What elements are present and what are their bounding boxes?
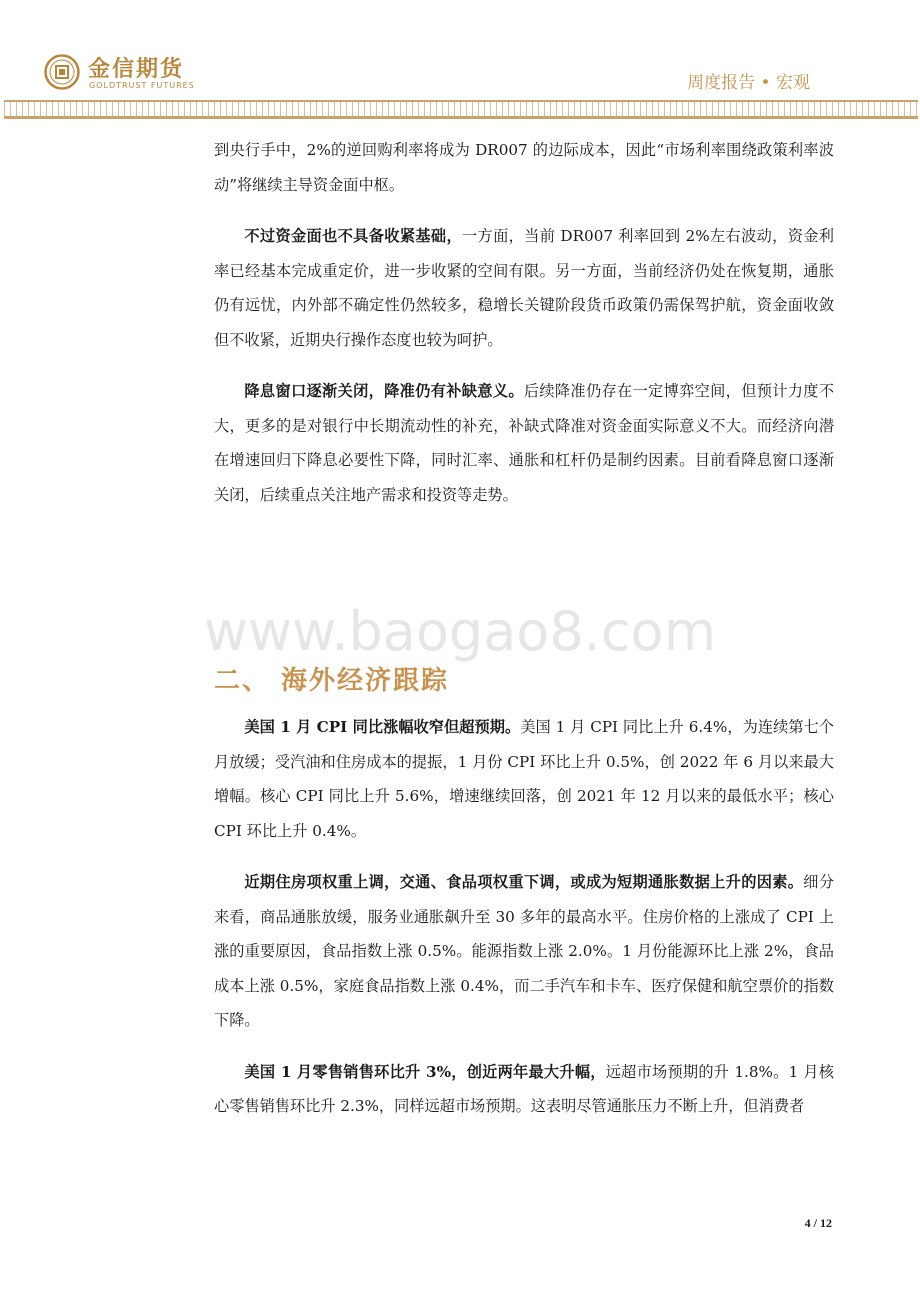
paragraph-lead: 近期住房项权重上调，交通、食品项权重下调，或成为短期通胀数据上升的因素。 — [244, 873, 804, 891]
brand-name: 金信期货 — [88, 57, 185, 82]
paragraph-text: 美国 1 月 CPI 同比上升 6.4%，为连续第七个月放缓；受汽油和住房成本的提振，1 月份 CPI 环比上升 0.5%，创 2022 年 6 月以来最大增幅。核心 CPI 同比上升 5.6%，增速继续回落，创 2021 年 12 月以来的最低水平；核心 CPI 环比上升 0.4%。 — [214, 718, 834, 840]
paragraph-lead: 美国 1 月零售销售环比升 3%，创近两年最大升幅， — [244, 1062, 606, 1081]
section-heading: 二、 海外经济跟踪 — [214, 666, 450, 696]
paragraph: 到央行手中，2%的逆回购利率将成为 DR007 的边际成本，因此“市场利率围绕政策利率波动”将继续主导资金面中枢。 — [214, 141, 834, 194]
paragraph-text: 后续降准仍存在一定博弈空间，但预计力度不大，更多的是对银行中长期流动性的补充，补缺式降准对资金面实际意义不大。而经济向潜在增速回归下降息必要性下降，同时汇率、通胀和杠杆仍是制约因素。目前看降息窗口逐渐关闭，后续重点关注地产需求和投资等走势。 — [214, 382, 835, 504]
brand-name-en: GOLDTRUST FUTURES — [89, 81, 195, 90]
body-section-1 — [214, 133, 834, 512]
paragraph-text: 细分来看，商品通胀放缓，服务业通胀飙升至 30 多年的最高水平。住房价格的上涨成了 CPI 上涨的重要原因，食品指数上涨 0.5%。能源指数上涨 2.0%。1 月份能源环比上涨 2%，食品成本上涨 0.5%，家庭食品指数上涨 0.4%，而二手汽车和卡车、医疗保健和航空票价的指数下降。 — [214, 873, 835, 1029]
paragraph — [214, 374, 834, 512]
page-number: 4 / 12 — [804, 1216, 832, 1230]
paragraph-text: 远超市场预期的升 1.8%。1 月核心零售销售环比升 2.3%，同样远超市场预期。这表明尽管通胀压力不断上升，但消费者 — [214, 1062, 834, 1115]
paragraph-lead: 降息窗口逐渐关闭，降准仍有补缺意义。 — [244, 382, 524, 400]
paragraph — [214, 1055, 834, 1124]
watermark: www.baogao8.com — [203, 600, 717, 663]
paragraph — [214, 865, 834, 1038]
paragraph-lead: 不过资金面也不具备收紧基础， — [244, 227, 462, 245]
coin-logo-icon — [44, 54, 80, 90]
report-type: 周度报告 • 宏观 — [687, 73, 810, 93]
paragraph — [214, 219, 834, 357]
paragraph-lead: 美国 1 月 CPI 同比涨幅收窄但超预期。 — [244, 718, 521, 736]
page-header — [0, 0, 920, 125]
body-section-2 — [214, 710, 834, 1124]
paragraph-text: 一方面，当前 DR007 利率回到 2%左右波动，资金利率已经基本完成重定价，进一步收紧的空间有限。另一方面，当前经济仍处在恢复期，通胀仍有远忧，内外部不确定性仍然较多，稳增长关键阶段货币政策仍需保驾护航，资金面收敛但不收紧，近期央行操作态度也较为呵护。 — [214, 227, 834, 349]
paragraph — [214, 710, 834, 848]
header-rule-bottom — [4, 116, 918, 119]
